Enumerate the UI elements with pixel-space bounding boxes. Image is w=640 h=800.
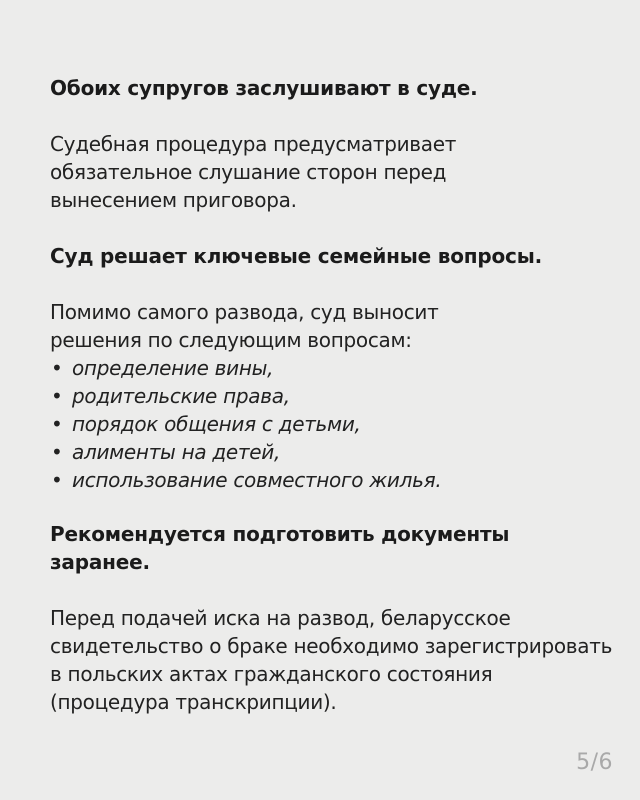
bullet-icon: •	[51, 412, 63, 436]
issues-list	[50, 354, 441, 494]
list-item: • использование совместного жилья.	[51, 468, 442, 492]
list-item: • родительские права,	[51, 384, 290, 408]
bullet-icon: •	[51, 468, 63, 492]
list-item: • алименты на детей,	[51, 440, 281, 464]
bullet-icon: •	[51, 440, 63, 464]
section-heading-documents: Рекомендуется подготовить документы заранее.	[50, 522, 510, 574]
bullet-icon: •	[51, 356, 63, 380]
section-text-documents: Перед подачей иска на развод, беларусское свидетельство о браке необходимо зарегистрировать в польских актах гражданского состояния (процедура транскрипции).	[50, 606, 613, 714]
section-heading-family-issues: Суд решает ключевые семейные вопросы.	[50, 244, 542, 268]
list-item: • определение вины,	[51, 356, 274, 380]
bullet-icon: •	[51, 384, 63, 408]
section-text-family-issues: Помимо самого развода, суд выносит решения по следующим вопросам:	[50, 300, 439, 352]
section-text-hearing: Судебная процедура предусматривает обязательное слушание сторон перед вынесением приговора.	[50, 132, 457, 212]
section-heading-hearing: Обоих супругов заслушивают в суде.	[50, 76, 478, 100]
page-indicator: 5/6	[576, 750, 613, 775]
list-item: • порядок общения с детьми,	[51, 412, 361, 436]
